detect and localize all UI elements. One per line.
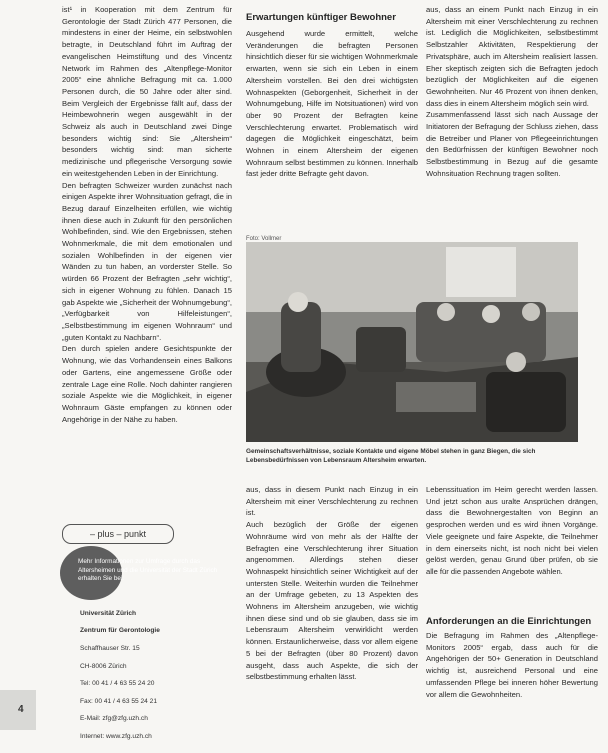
residents-photo <box>246 242 578 442</box>
article-column-2-top: Ausgehend wurde ermittelt, welche Veränderungen die befragten Personen hinsichtlich dieser für sie wichtigen Wohnmerkmale erwarten, wenn sie sich ein Leben in einem Altersheim vorstellen. Bei den drei wichtigsten Wohnaspekten (Geborgenheit, Sicherheit in der Wohnumgebung, Hilfe im Notsituationen) wird von über 90 Prozent der Befragten keine Verschlechterung erwartet. Problematisch wird dagegen die Möglichkeit eingeschätzt, beim Wohnen in einem Altersheim der eigenen Wohnraum selbst bestimmen zu können. Innerhalb fast jeder dritte Befragte geht davon. <box>246 29 418 179</box>
contact-city: CH-8006 Zürich <box>80 662 127 670</box>
photo-credit: Foto: Vollmer <box>246 236 282 242</box>
plus-punkt-label: – plus – punkt <box>62 524 174 544</box>
plus-punkt-intro: Mehr Informationen zur Umfrage durch das Altersheimen und die Universität der Stadt Zürich erhalten Sie bei: <box>78 558 218 583</box>
section-heading-requirements: Anforderungen an die Einrichtungen <box>426 616 592 627</box>
contact-tel: Tel: 00 41 / 4 63 55 24 20 <box>80 680 155 688</box>
photo-caption: Gemeinschaftsverhältnisse, soziale Kontakte und eigene Möbel stehen in ganz Biegen, die sich Lebensbedürfnissen von Lebensraum Altersheim erwarten. <box>246 448 536 464</box>
page-number: 4 <box>18 704 24 715</box>
article-column-3-bottom-2: Die Befragung im Rahmen des „Altenpflege-Monitors 2005“ ergab, dass auch für die Angehörigen der 50+ Generation in Deutschland wichtig ist, ausreichend Personal und eine umfassenden Pflege bei inneren höher Bewertung vor allem die Gewohnheiten. <box>426 631 598 699</box>
contact-fax: Fax: 00 41 / 4 63 55 24 21 <box>80 697 157 705</box>
article-column-1: ist¹ in Kooperation mit dem Zentrum für Gerontologie der Stadt Zürich 477 Personen, die mindestens in einer der Heime, ein selbstwohlen betragte, in Deutschland führt im Auftrag der evangelischen Heimstiftung und des Vincentz Network im Rahmen des „Altenpflege-Monitor 2005“ eine ähnliche Befragung mit ca. 1.000 Personen durch, die 50 Jahre oder älter sind. Beim Vergleich der Ergebnisse fällt auf, dass der Heimbewohnerin wegen ausgewählt in der Schweiz als auch in Deutschland zwei Dinge besonders wichtig sind: Sie „Altersheim“ besonders wichtig sind: man sicherte medizinische und pflegerische Versorgung sowie ein weitestgehenden Leben in der Einrichtung. Den befragten Schweizer wurden zunächst nach einigen Aspekte ihrer Wohnsituation gefragt, die in Bezug darauf Einzelheiten erfüllen, wie wichtig ihnen diese auch in Zukunft für den persönlichen Wohlbefinden, sind. Wie den Ergebnissen, stehen Wohnmerkmale, die mit dem emotionalen und sozialen Wohlbefinden in der eigenen vier Wänden zu tun haben, an vorderster Stelle. So würden 66 Prozent der Befragten „sehr wichtig“, sich in eigener Wohnung zu fühlen. Danach 15 gab Aspekte wie „Sicherheit der Wohnumgebung“, „Verfügbarkeit von Hilfeleistungen“, „Selbstbestimmung im eigenen Wohnraum“ und „guten Kontakt zu Nachbarn“. Den durch spielen andere Gesichtspunkte der Wohnung, wie das Vorhandensein eines Balkons oder Gartens, eine angemessene Größe oder zentrale Lage eine Rolle. Noch dahinter rangieren soziale Aspekte wie die Möglichkeit, in eigener Wohnraum Gäste empfangen zu können oder Angehörige in der Nähe zu haben. <box>62 5 232 424</box>
article-column-2-bottom: aus, dass in diesem Punkt nach Einzug in ein Altersheim mit einer Verschlechterung zu rechnen ist. Auch bezüglich der Größe der eigenen Wohnräume wird von mehr als der Hälfte der Befragten eine Verschlechterung ihrer Situation angenommen. Allerdings stehen dieser Wohnaspekt hinsichtlich seiner Wichtigkeit auf der untersten Stelle. Weiterhin wurden die Teilnehmer an der Umfrage gebeten, zu 13 Aspekten des Wohnens im Altersheim anzugeben, wie wichtig ihnen diese sind und ob sie glauben, dass sie im Lebensraum Altersheim verwirklicht werden können. Erstaunlicherweise, dass vor allem eigene 5 bei der Befragten (über 80 Prozent) davon ausgeht, dass auch Aspekte, die sich der selbstbestimmung erhalten lässt. <box>246 485 418 682</box>
contact-email[interactable]: E-Mail: zfg@zfg.uzh.ch <box>80 715 148 723</box>
contact-street: Schaffhauser Str. 15 <box>80 644 140 652</box>
contact-block <box>80 601 230 751</box>
contact-web[interactable]: Internet: www.zfg.uzh.ch <box>80 732 152 740</box>
section-heading-expectations: Erwartungen künftiger Bewohner <box>246 12 396 23</box>
article-column-3-top: aus, dass an einem Punkt nach Einzug in ein Altersheim mit einer Verschlechterung zu rechnen ist. Lediglich die Möglichkeiten, selbstbestimmt Selbstzahler Aktivitäten, Respektierung der Privatsphäre, auch im Altersheim realisiert lassen. Eher skeptisch zeigten sich die Befragten jedoch bezüglich der Möglichkeiten auf die eigenen Gewohnheiten. Nur 46 Prozent von ihnen denken, dass dies in einem Altersheim möglich sein wird. Zusammenfassend lässt sich nach Aussage der Initiatoren der Befragung der Schluss ziehen, dass die Betreiber und Planer von Pflegeeinrichtungen den Bedürfnissen der künftigen Bewohner noch Selbstbestimmung in Bezug auf die gesamte Wohnsituation Rechnung tragen sollten. <box>426 5 598 178</box>
contact-org: Universität Zürich <box>80 609 137 617</box>
article-column-3-bottom: Lebenssituation im Heim gerecht werden lassen. Und jetzt schon aus uralte Ansprüchen drängen, dass die Bewohnergestalten von Beginn an gesprochen werden und es wird ihnen Vorgänge. Viele geeignete und faire Aspekte, die Teilnehmer in dem einerseits nicht, ist noch nicht bei vielen gelöst werden, genau Grund über prüfen, ob sie alle für die passenden Angebote wählen. <box>426 485 598 576</box>
contact-dept: Zentrum für Gerontologie <box>80 627 160 635</box>
